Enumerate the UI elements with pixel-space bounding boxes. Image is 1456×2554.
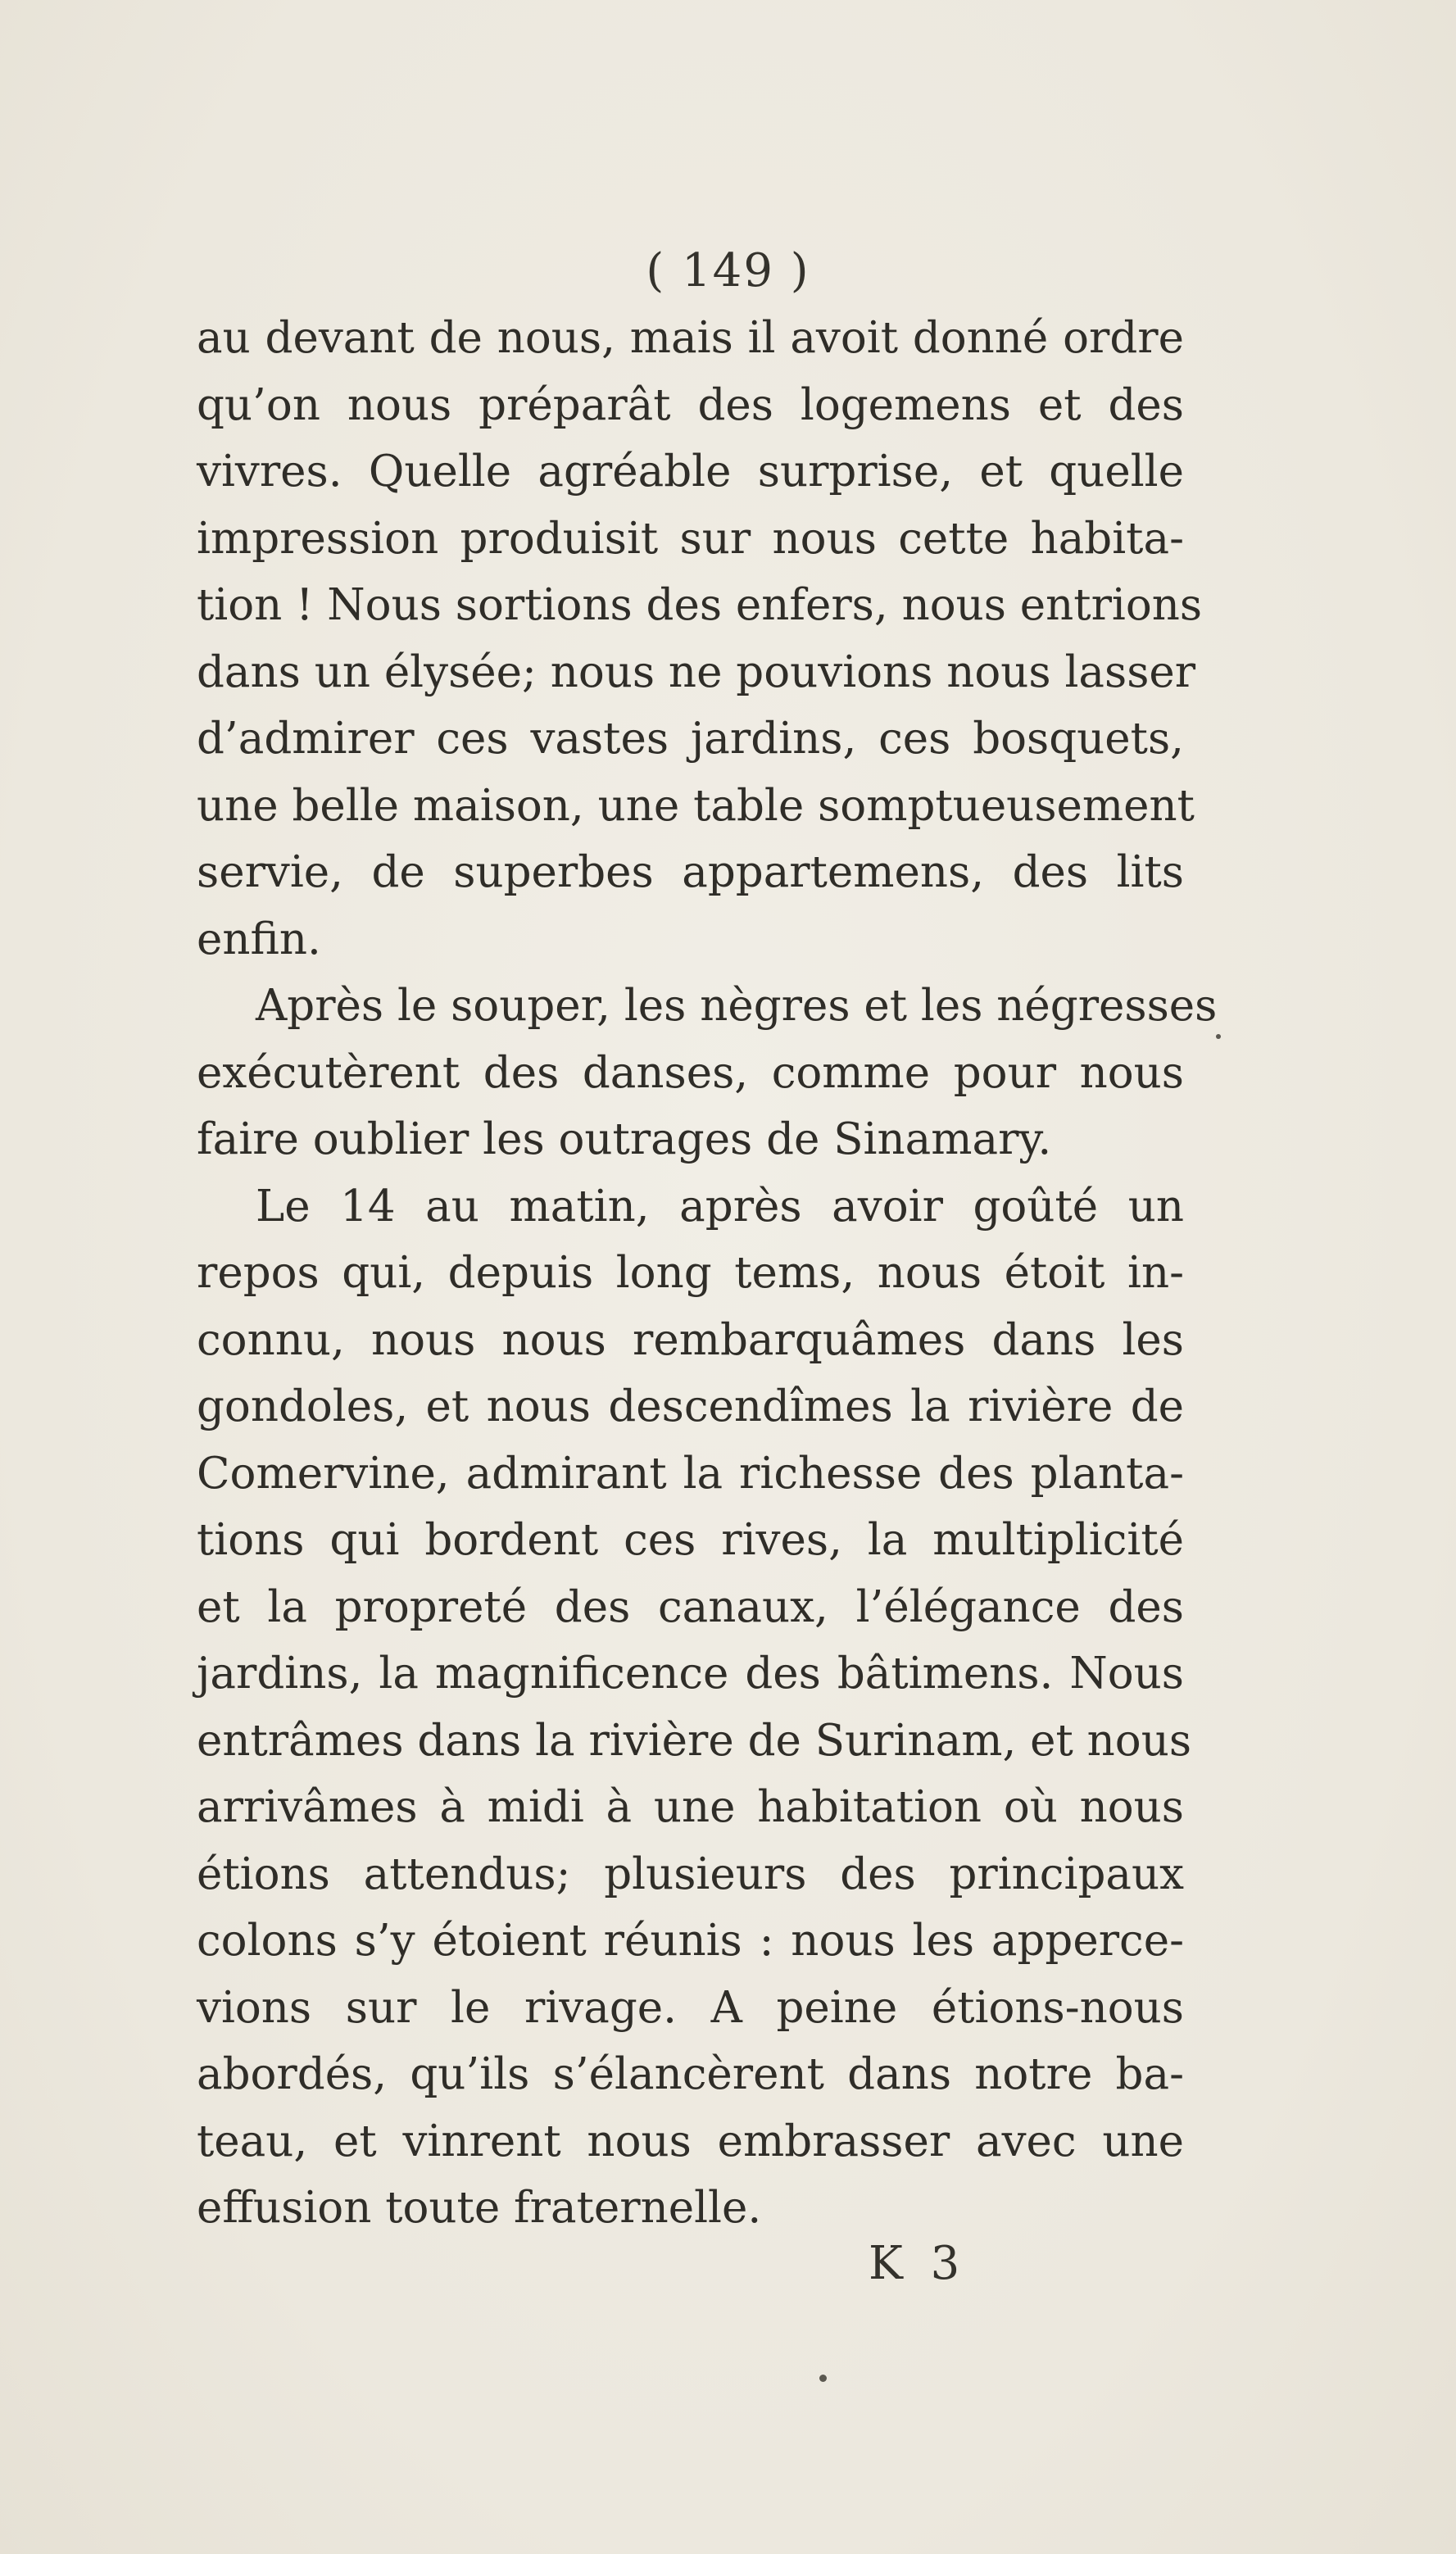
- text-line: dans un élysée; nous ne pouvions nous lasser: [197, 646, 1196, 697]
- text-line: d’admirer ces vastes jardins, ces bosquets,: [197, 714, 1184, 764]
- text-line: faire oublier les outrages de Sinamary.: [197, 1114, 1052, 1164]
- text-line: au devant de nous, mais il avoit donné ordre: [197, 313, 1184, 363]
- text-line: abordés, qu’ils s’élancèrent dans notre ba-: [197, 2049, 1184, 2099]
- text-line: repos qui, depuis long tems, nous étoit in-: [197, 1248, 1184, 1298]
- text-line: Le 14 au matin, après avoir goûté un: [256, 1181, 1184, 1232]
- signature-mark: K 3: [869, 2237, 967, 2290]
- ink-speck: [1216, 1034, 1221, 1039]
- text-line: qu’on nous préparât des logemens et des: [197, 379, 1184, 430]
- text-line: vivres. Quelle agréable surprise, et quelle: [197, 447, 1184, 497]
- text-line: une belle maison, une table somptueusement: [197, 780, 1195, 831]
- text-line: teau, et vinrent nous embrasser avec une: [197, 2116, 1184, 2166]
- text-line: jardins, la magnificence des bâtimens. Nous: [197, 1649, 1184, 1699]
- text-line: gondoles, et nous descendîmes la rivière de: [197, 1381, 1184, 1431]
- text-line: exécutèrent des danses, comme pour nous: [197, 1047, 1184, 1098]
- text-line: Après le souper, les nègres et les négresses: [256, 981, 1218, 1031]
- text-line: colons s’y étoient réunis : nous les apperce-: [197, 1916, 1184, 1966]
- text-line: vions sur le rivage. A peine étions-nous: [197, 1982, 1184, 2033]
- page-number: ( 149 ): [646, 244, 810, 297]
- text-line: impression produisit sur nous cette habita-: [197, 513, 1184, 564]
- text-line: étions attendus; plusieurs des principaux: [197, 1849, 1184, 1899]
- text-line: effusion toute fraternelle.: [197, 2183, 762, 2233]
- text-line: tion ! Nous sortions des enfers, nous entrions: [197, 580, 1203, 630]
- body-text: [197, 305, 1218, 2242]
- text-line: enfin.: [197, 914, 321, 964]
- text-line: connu, nous nous rembarquâmes dans les: [197, 1314, 1184, 1365]
- text-line: Comervine, admirant la richesse des planta-: [197, 1448, 1184, 1499]
- text-line: servie, de superbes appartemens, des lits: [197, 847, 1184, 897]
- text-line: tions qui bordent ces rives, la multiplicité: [197, 1515, 1184, 1565]
- ink-speck: [819, 2375, 827, 2382]
- text-line: et la propreté des canaux, l’élégance des: [197, 1581, 1184, 1632]
- text-line: entrâmes dans la rivière de Surinam, et nous: [197, 1715, 1192, 1766]
- text-line: arrivâmes à midi à une habitation où nous: [197, 1782, 1184, 1832]
